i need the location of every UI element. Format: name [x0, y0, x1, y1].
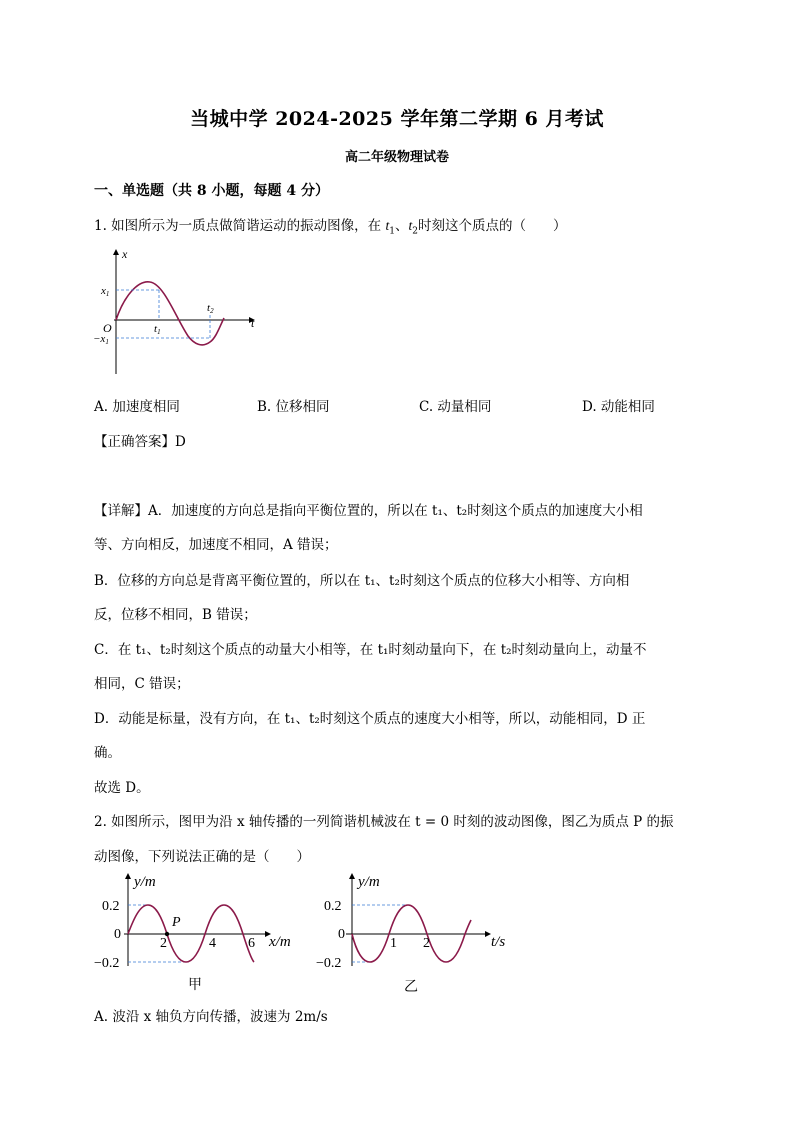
q2-stem-line2: 动图像，下列说法正确的是（ ） — [94, 849, 310, 865]
q1-answer: 【正确答案】D — [94, 434, 186, 450]
q1-x1-main: x — [101, 285, 106, 297]
q2-wave-graph — [94, 870, 305, 971]
q1-stem-t1-sub: 1 — [389, 226, 395, 237]
q2b-tick-1: 1 — [390, 936, 397, 951]
q1-explain-line: C．在 t₁、t₂时刻这个质点的动量大小相等，在 t₁时刻动量向下，在 t₂时刻动量向上，动量不 — [94, 642, 647, 658]
q1-stem-t1: t — [385, 218, 390, 233]
q2a-point-p-label: P — [172, 915, 181, 930]
q1-negx1-main: −x — [93, 333, 106, 345]
q2-caption-yi: 乙 — [404, 979, 418, 995]
q2a-y-top-label: 0.2 — [102, 899, 120, 914]
q1-t2-main: t — [207, 302, 211, 314]
q1-option-c[interactable]: C. 动量相同 — [419, 399, 492, 415]
q2-caption-jia: 甲 — [188, 977, 202, 993]
q1-option-a[interactable]: A. 加速度相同 — [94, 399, 180, 415]
q1-explain-line: 故选 D。 — [94, 780, 150, 796]
q1-explain-line: 【详解】A．加速度的方向总是指向平衡位置的，所以在 t₁、t₂时刻这个质点的加速度大小相 — [94, 503, 643, 519]
q2b-y-bottom-label: −0.2 — [316, 956, 342, 971]
q1-stem-sep: 、 — [394, 218, 409, 234]
q1-t2-sub: 2 — [210, 307, 214, 315]
exam-title: 当城中学 2024-2025 学年第二学期 6 月考试 — [190, 108, 604, 130]
q2-option-a[interactable]: A. 波沿 x 轴负方向传播，波速为 2m/s — [94, 1009, 328, 1025]
q2b-y-top-label: 0.2 — [324, 899, 342, 914]
q1-t1-label — [154, 323, 161, 336]
q1-vibration-graph — [94, 244, 274, 378]
q1-origin-label: O — [103, 321, 112, 335]
q2a-y-axis-label: y/m — [134, 874, 156, 890]
q2a-tick-6: 6 — [248, 936, 255, 951]
q2a-tick-2: 2 — [160, 936, 167, 951]
q1-stem-pre: 1. 如图所示为一质点做简谐运动的振动图像，在 — [94, 218, 382, 234]
q1-t1-main: t — [154, 323, 158, 335]
q1-option-b[interactable]: B. 位移相同 — [257, 399, 330, 415]
section-heading: 一、单选题（共 8 小题，每题 4 分） — [94, 183, 329, 199]
q1-stem — [94, 214, 566, 237]
q1-stem-post: 时刻这个质点的（ ） — [417, 218, 567, 234]
q1-t2-label — [207, 302, 214, 315]
q1-x1-label — [100, 285, 109, 298]
q2b-tick-2: 2 — [423, 936, 430, 951]
q1-x1-sub: 1 — [105, 290, 110, 298]
q1-explain-line: B．位移的方向总是背离平衡位置的，所以在 t₁、t₂时刻这个质点的位移大小相等、方向相 — [94, 573, 630, 589]
q1-t1-sub: 1 — [157, 328, 161, 336]
q2a-x-axis-label: x/m — [269, 934, 291, 950]
q1-explain-line: 确。 — [94, 745, 121, 761]
q2b-y-axis-label: y/m — [358, 874, 380, 890]
q1-negx1-sub: 1 — [105, 338, 109, 346]
q1-explain-line: 等、方向相反，加速度不相同，A 错误； — [94, 537, 338, 553]
q2-vibration-graph — [318, 870, 518, 970]
q1-explain-line: D．动能是标量，没有方向，在 t₁、t₂时刻这个质点的速度大小相等，所以，动能相同，D 正 — [94, 711, 646, 727]
q1-x-axis-label: t — [251, 316, 255, 330]
q2a-y-zero-label: 0 — [114, 927, 121, 942]
q1-explain-line: 相同，C 错误； — [94, 676, 190, 692]
q1-option-d[interactable]: D. 动能相同 — [582, 399, 655, 415]
q2a-y-bottom-label: −0.2 — [94, 956, 120, 971]
q1-explain-line: 反，位移不相同，B 错误； — [94, 607, 257, 623]
q1-stem-t2: t — [408, 218, 413, 233]
q2-stem-line1: 2. 如图所示，图甲为沿 x 轴传播的一列简谐机械波在 t = 0 时刻的波动图像，图乙为质点 P 的振 — [94, 814, 674, 830]
exam-subtitle: 高二年级物理试卷 — [344, 150, 449, 165]
q1-stem-t2-sub: 2 — [412, 226, 418, 237]
q2b-x-axis-label: t/s — [491, 934, 506, 950]
q1-y-axis-label: x — [122, 247, 128, 261]
q2a-tick-4: 4 — [209, 936, 216, 951]
q2b-y-zero-label: 0 — [338, 927, 345, 942]
